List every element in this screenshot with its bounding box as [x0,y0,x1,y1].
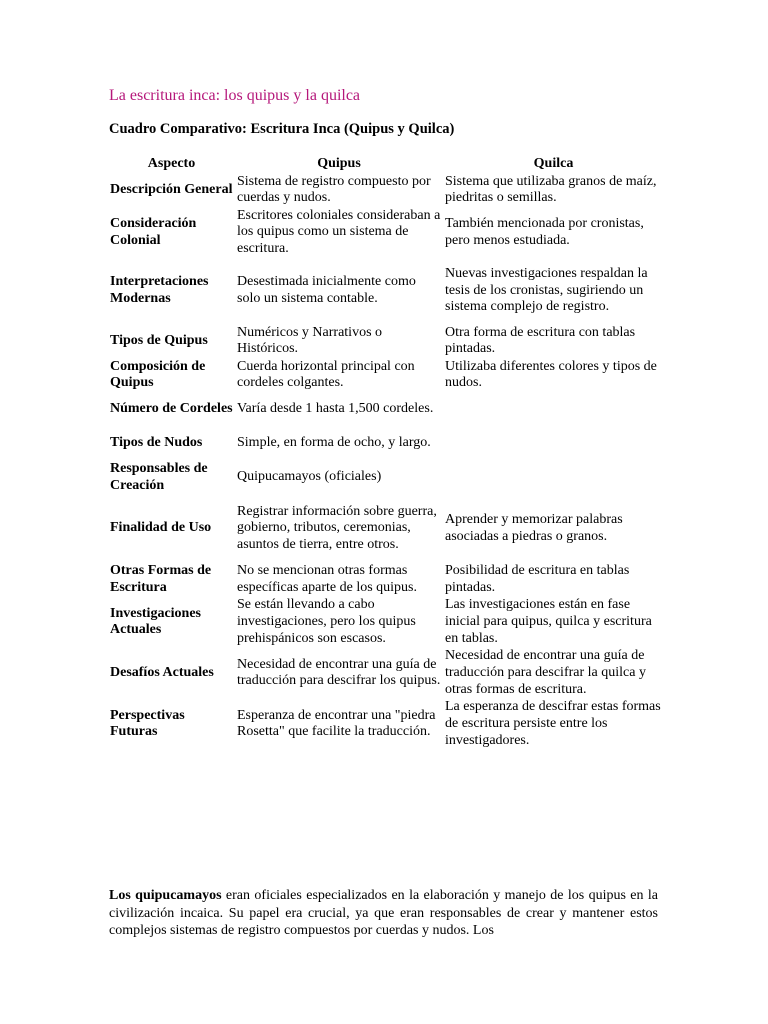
row-quipus-cell: No se mencionan otras formas específicas aparte de los quipus. [237,563,417,595]
row-aspect-cell: Tipos de Nudos [110,435,203,451]
row-quilca-cell: Las investigaciones están en fase inicial para quipus, quilca y escritura en tablas. [445,597,652,646]
row-quipus-cell: Necesidad de encontrar una guía de traducción para descifrar los quipus. [237,656,441,689]
row-quilca-cell: Necesidad de encontrar una guía de traducción para descifrar la quilca y otras formas de escritura. [445,648,646,697]
table-caption: Cuadro Comparativo: Escritura Inca (Quipus y Quilca) [109,121,455,137]
row-quipus-cell: Registrar información sobre guerra, gobierno, tributos, ceremonias, asuntos de tierra, entre otros. [237,503,437,552]
row-aspect-cell: Tipos de Quipus [110,332,208,348]
body-paragraph [109,887,658,940]
row-quipus-cell: Cuerda horizontal principal con cordeles colgantes. [237,358,415,391]
table-row [108,563,664,597]
comparison-table [108,156,664,750]
row-aspect-cell: Descripción General [110,181,233,197]
table-row [108,699,664,750]
table-row [108,359,664,393]
header-quilca: Quilca [533,156,574,171]
row-quilca-cell: La esperanza de descifrar estas formas de escritura persiste entre los investigadores. [445,699,661,748]
header-quipus: Quipus [317,156,361,171]
row-quipus-cell: Quipucamayos (oficiales) [237,469,382,485]
table-row [108,427,664,461]
row-aspect-cell: Finalidad de Uso [110,520,212,536]
row-quipus-cell: Simple, en forma de ocho, y largo. [237,435,431,451]
row-quilca-cell [443,393,664,427]
document-title: La escritura inca: los quipus y la quilca [109,87,361,104]
paragraph-text: eran oficiales especializados en la elaboración y manejo de los quipus en la civilización incaica. Su papel era crucial, ya que eran responsables de crear y mantener estos complejos sistemas de registro compuestos por cuerdas y nudos. Los [109,888,658,939]
row-quipus-cell: Escritores coloniales consideraban a los quipus como un sistema de escritura. [237,207,441,256]
row-quilca-cell: Aprender y memorizar palabras asociadas a piedras o granos. [445,512,623,544]
row-quilca-cell: Posibilidad de escritura en tablas pintadas. [445,563,630,595]
row-quilca-cell: Utilizaba diferentes colores y tipos de nudos. [445,358,657,391]
row-quipus-cell: Numéricos y Narrativos o Históricos. [237,324,383,357]
row-quipus-cell: Esperanza de encontrar una "piedra Rosetta" que facilite la traducción. [237,707,436,740]
row-quipus-cell: Sistema de registro compuesto por cuerdas y nudos. [237,173,431,206]
table-row [108,495,664,563]
row-aspect-cell: Composición de Quipus [110,358,206,391]
row-quilca-cell [443,427,664,461]
row-quilca-cell [443,461,664,495]
table-row [108,174,664,208]
row-aspect-cell: Interpretaciones Modernas [110,274,209,307]
table-row [108,461,664,495]
table-header-row [108,156,664,174]
table-row [108,259,664,325]
row-aspect-cell: Desafíos Actuales [110,665,214,681]
table-body [108,174,664,751]
header-aspecto: Aspecto [147,156,196,171]
row-quilca-cell: Sistema que utilizaba granos de maíz, piedritas o semillas. [445,173,657,206]
table-row [108,648,664,699]
table-row [108,208,664,259]
table-row [108,597,664,648]
row-quilca-cell: Nuevas investigaciones respaldan la tesis de los cronistas, sugiriendo un sistema complejo de registro. [445,266,648,315]
row-quipus-cell: Desestimada inicialmente como solo un sistema contable. [237,274,416,307]
row-aspect-cell: Consideración Colonial [110,216,197,248]
row-quipus-cell: Varía desde 1 hasta 1,500 cordeles. [237,401,434,417]
row-aspect-cell: Investigaciones Actuales [110,605,201,638]
table-row [108,325,664,359]
paragraph-lead-bold: Los quipucamayos [109,888,222,903]
row-quipus-cell: Se están llevando a cabo investigaciones, pero los quipus prehispánicos son escasos. [237,597,416,646]
row-quilca-cell: También mencionada por cronistas, pero menos estudiada. [445,216,644,248]
row-aspect-cell: Responsables de Creación [110,460,208,493]
row-aspect-cell: Otras Formas de Escritura [110,563,212,595]
table-row [108,393,664,427]
row-quilca-cell: Otra forma de escritura con tablas pintadas. [445,324,636,357]
row-aspect-cell: Perspectivas Futuras [110,707,185,740]
row-aspect-cell: Número de Cordeles [110,401,233,417]
